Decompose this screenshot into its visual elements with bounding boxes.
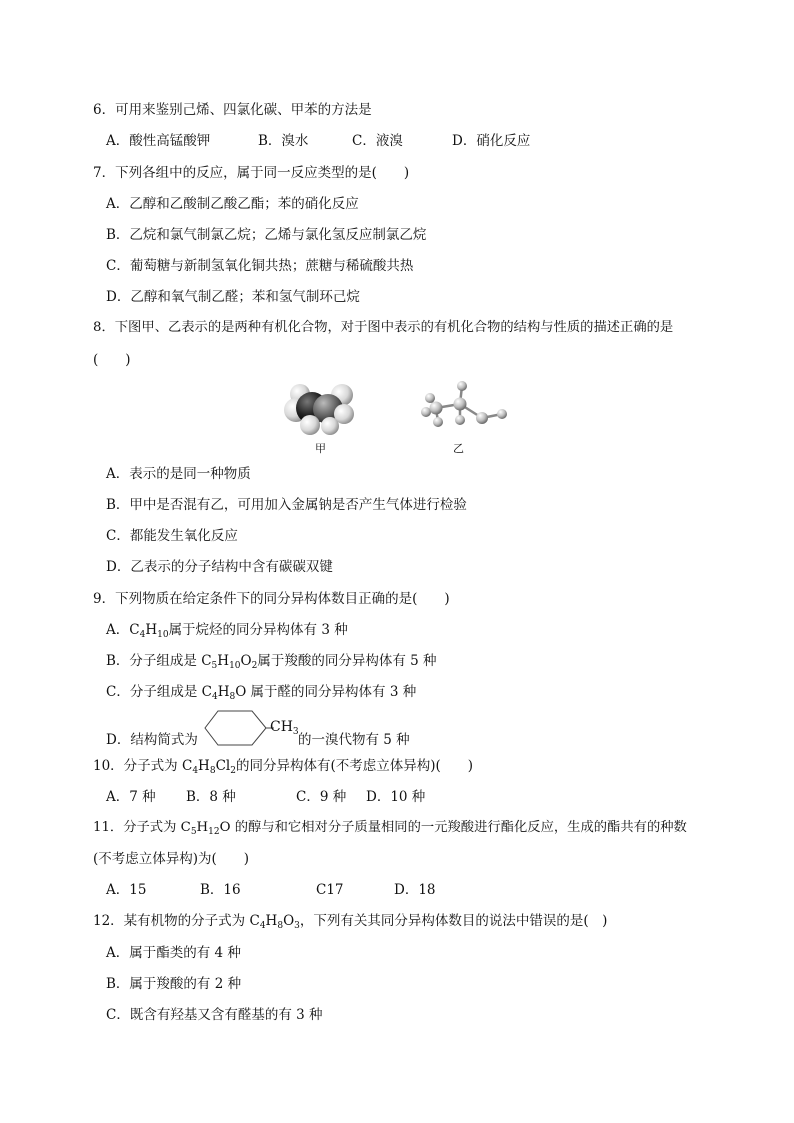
atom-c2 xyxy=(454,398,467,411)
q9-stem: 9．下列物质在给定条件下的同分异构体数目正确的是( ) xyxy=(93,591,450,607)
q9-option-c: C．分子组成是 $C_4H_8O$ 属于醛的同分异构体有 3 种 xyxy=(106,684,417,702)
atom-o xyxy=(476,412,488,424)
q10-option-a: A．7 种 xyxy=(106,789,156,805)
q8-option-c: C．都能发生氧化反应 xyxy=(106,528,238,544)
q11-options xyxy=(106,880,506,900)
atom-h4 xyxy=(457,381,467,391)
q10-option-b: B．8 种 xyxy=(186,789,236,805)
atom-c1 xyxy=(430,402,443,415)
figure-jia-space-filling-model xyxy=(282,382,358,436)
q8-stem-cont: ( ) xyxy=(93,352,131,368)
q10-stem: 10．分子式为 $C_4H_8Cl_2$的同分异构体有(不考虑立体异构)( ) xyxy=(93,758,474,776)
atom-h2 xyxy=(421,407,431,417)
q7-stem: 7．下列各组中的反应，属于同一反应类型的是( ) xyxy=(93,165,410,181)
q9-option-d-post: 的一溴代物有 5 种 xyxy=(298,732,410,748)
q8-option-d: D．乙表示的分子结构中含有碳碳双键 xyxy=(106,559,333,575)
q7-option-d: D．乙醇和氧气制乙醛；苯和氢气制环己烷 xyxy=(106,289,360,305)
q9-option-d-pre: D．结构简式为 xyxy=(106,732,198,748)
q6-option-c: C．液溴 xyxy=(352,133,403,149)
q10-options xyxy=(106,787,506,807)
atom-h3 xyxy=(433,417,443,427)
methylcyclohexane-hexagon-icon xyxy=(204,708,274,748)
q11-option-c: C17 xyxy=(316,882,344,898)
q11-option-a: A．15 xyxy=(106,882,147,898)
atom-h5 xyxy=(321,417,339,435)
q6-option-d: D．硝化反应 xyxy=(452,133,531,149)
q8-stem: 8．下图甲、乙表示的是两种有机化合物，对于图中表示的有机化合物的结构与性质的描述正确的是 xyxy=(93,320,674,335)
q8-option-a: A．表示的是同一种物质 xyxy=(106,466,251,482)
atom-h1 xyxy=(425,393,435,403)
q8-option-b: B．甲中是否混有乙，可用加入金属钠是否产生气体进行检验 xyxy=(106,497,467,513)
q12-option-b: B．属于羧酸的有 2 种 xyxy=(106,976,242,992)
q12-option-c: C．既含有羟基又含有醛基的有 3 种 xyxy=(106,1007,323,1023)
q7-option-a: A．乙醇和乙酸制乙酸乙酯；苯的硝化反应 xyxy=(106,196,359,212)
atom-h4 xyxy=(300,415,320,435)
figure-jia-label: 甲 xyxy=(315,442,326,455)
q6-option-a: A．酸性高锰酸钾 xyxy=(106,133,211,149)
q11-option-b: B．16 xyxy=(200,882,241,898)
q12-stem: 12．某有机物的分子式为 $C_4H_8O_3$，下列有关其同分异构体数目的说法中错误的是( ) xyxy=(93,913,608,931)
q10-option-c: C．9 种 xyxy=(296,789,347,805)
q7-option-b: B．乙烷和氯气制氯乙烷；乙烯与氯化氢反应制氯乙烷 xyxy=(106,227,427,243)
q11-stem: 11．分子式为 $C_5H_{12}O$ 的醇与和它相对分子质量相同的一元羧酸进行酯化反应，生成的酯共有的种数 xyxy=(93,820,687,837)
q11-stem-cont: (不考虑立体异构)为( ) xyxy=(93,851,250,867)
figure-yi-ball-and-stick-model xyxy=(420,378,512,440)
q9-option-b: B．分子组成是 $C_5H_{10}O_2$属于羧酸的同分异构体有 5 种 xyxy=(106,653,437,671)
atom-h5 xyxy=(455,415,465,425)
q11-option-d: D．18 xyxy=(394,882,436,898)
figure-yi-label: 乙 xyxy=(453,442,464,455)
q6-stem: 6．可用来鉴别己烯、四氯化碳、甲苯的方法是 xyxy=(93,102,372,118)
atom-h6 xyxy=(497,409,507,419)
q6-option-b: B．溴水 xyxy=(258,133,309,149)
q7-option-c: C．葡萄糖与新制氢氧化铜共热；蔗糖与稀硫酸共热 xyxy=(106,258,414,274)
q6-options xyxy=(106,131,606,151)
q12-option-a: A．属于酯类的有 4 种 xyxy=(106,945,241,961)
q9-option-a: A．$C_4H_{10}$属于烷烃的同分异构体有 3 种 xyxy=(106,622,348,640)
q10-option-d: D．10 种 xyxy=(366,789,426,805)
methyl-group-label: $CH_3$ xyxy=(270,719,299,737)
